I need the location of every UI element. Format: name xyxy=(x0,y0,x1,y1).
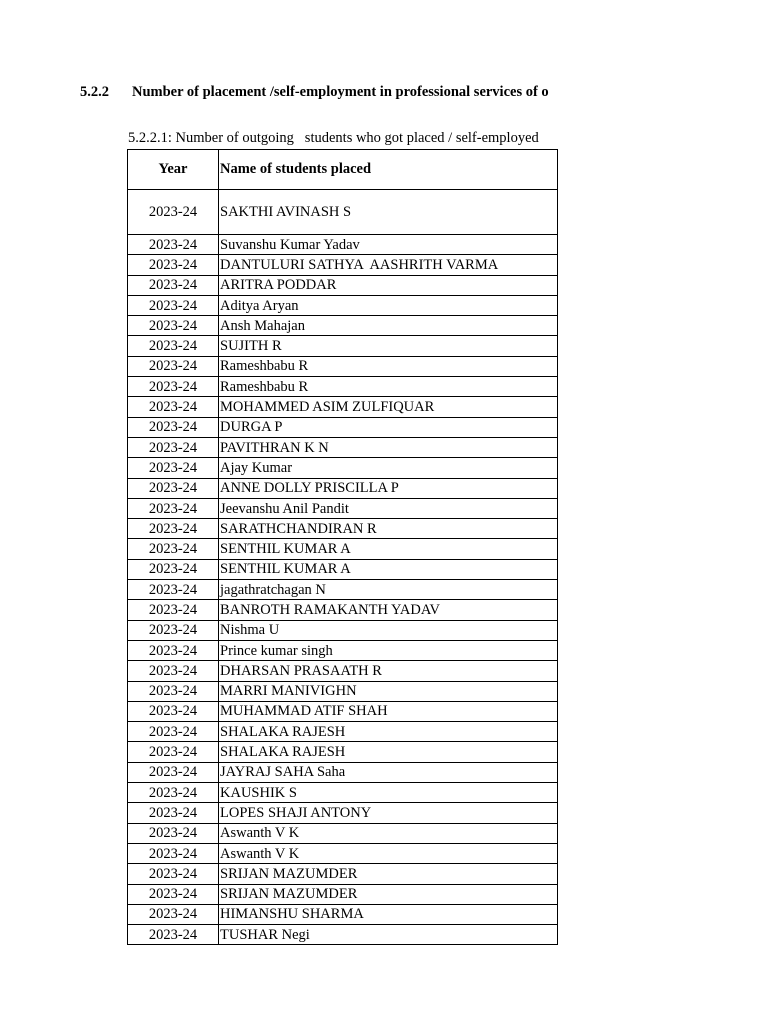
table-row xyxy=(128,478,558,498)
cell-year: 2023-24 xyxy=(128,539,219,559)
table-body xyxy=(128,190,558,945)
cell-year: 2023-24 xyxy=(128,925,219,945)
placements-table xyxy=(127,149,558,945)
table-row xyxy=(128,316,558,336)
section-title: Number of placement /self-employment in professional services of o xyxy=(132,84,549,100)
cell-student-name: jagathratchagan N xyxy=(219,580,558,600)
cell-student-name: LOPES SHAJI ANTONY xyxy=(219,803,558,823)
cell-student-name: DANTULURI SATHYA AASHRITH VARMA xyxy=(219,255,558,275)
cell-year: 2023-24 xyxy=(128,295,219,315)
table-row xyxy=(128,190,558,235)
cell-student-name: MUHAMMAD ATIF SHAH xyxy=(219,701,558,721)
cell-student-name: TUSHAR Negi xyxy=(219,925,558,945)
cell-student-name: ANNE DOLLY PRISCILLA P xyxy=(219,478,558,498)
section-heading xyxy=(80,84,558,104)
table-row xyxy=(128,783,558,803)
cell-year: 2023-24 xyxy=(128,255,219,275)
cell-student-name: JAYRAJ SAHA Saha xyxy=(219,762,558,782)
cell-student-name: Rameshbabu R xyxy=(219,356,558,376)
cell-student-name: Aswanth V K xyxy=(219,823,558,843)
cell-year: 2023-24 xyxy=(128,397,219,417)
cell-year: 2023-24 xyxy=(128,377,219,397)
table-row xyxy=(128,864,558,884)
table-row xyxy=(128,397,558,417)
cell-student-name: BANROTH RAMAKANTH YADAV xyxy=(219,600,558,620)
table-row xyxy=(128,661,558,681)
table-row xyxy=(128,377,558,397)
table-row xyxy=(128,803,558,823)
cell-year: 2023-24 xyxy=(128,742,219,762)
cell-student-name: SUJITH R xyxy=(219,336,558,356)
table-row xyxy=(128,235,558,255)
table-row xyxy=(128,519,558,539)
column-header-name: Name of students placed xyxy=(219,150,558,190)
cell-year: 2023-24 xyxy=(128,823,219,843)
cell-student-name: Rameshbabu R xyxy=(219,377,558,397)
cell-student-name: SARATHCHANDIRAN R xyxy=(219,519,558,539)
cell-student-name: Jeevanshu Anil Pandit xyxy=(219,498,558,518)
table-row xyxy=(128,539,558,559)
cell-year: 2023-24 xyxy=(128,640,219,660)
cell-student-name: PAVITHRAN K N xyxy=(219,437,558,457)
cell-year: 2023-24 xyxy=(128,336,219,356)
table-row xyxy=(128,843,558,863)
table-row xyxy=(128,884,558,904)
cell-year: 2023-24 xyxy=(128,498,219,518)
cell-year: 2023-24 xyxy=(128,458,219,478)
cell-year: 2023-24 xyxy=(128,519,219,539)
cell-year: 2023-24 xyxy=(128,600,219,620)
cell-student-name: Prince kumar singh xyxy=(219,640,558,660)
table-row xyxy=(128,722,558,742)
cell-year: 2023-24 xyxy=(128,417,219,437)
cell-student-name: SENTHIL KUMAR A xyxy=(219,539,558,559)
table-row xyxy=(128,823,558,843)
table-row xyxy=(128,620,558,640)
cell-year: 2023-24 xyxy=(128,722,219,742)
table-row xyxy=(128,559,558,579)
cell-year: 2023-24 xyxy=(128,701,219,721)
cell-year: 2023-24 xyxy=(128,843,219,863)
cell-year: 2023-24 xyxy=(128,783,219,803)
table-row xyxy=(128,458,558,478)
cell-year: 2023-24 xyxy=(128,904,219,924)
cell-year: 2023-24 xyxy=(128,661,219,681)
table-row xyxy=(128,600,558,620)
cell-student-name: SAKTHI AVINASH S xyxy=(219,190,558,235)
cell-student-name: ARITRA PODDAR xyxy=(219,275,558,295)
table-row xyxy=(128,681,558,701)
table-caption: 5.2.2.1: Number of outgoing students who got placed / self-employed xyxy=(128,130,539,146)
cell-year: 2023-24 xyxy=(128,356,219,376)
table-row xyxy=(128,336,558,356)
cell-year: 2023-24 xyxy=(128,478,219,498)
cell-student-name: Suvanshu Kumar Yadav xyxy=(219,235,558,255)
table-row xyxy=(128,925,558,945)
cell-student-name: HIMANSHU SHARMA xyxy=(219,904,558,924)
cell-student-name: Nishma U xyxy=(219,620,558,640)
cell-year: 2023-24 xyxy=(128,437,219,457)
table-row xyxy=(128,498,558,518)
cell-year: 2023-24 xyxy=(128,864,219,884)
table-row xyxy=(128,255,558,275)
cell-student-name: DHARSAN PRASAATH R xyxy=(219,661,558,681)
table-row xyxy=(128,437,558,457)
cell-year: 2023-24 xyxy=(128,681,219,701)
table-row xyxy=(128,417,558,437)
cell-year: 2023-24 xyxy=(128,275,219,295)
cell-year: 2023-24 xyxy=(128,803,219,823)
table-row xyxy=(128,275,558,295)
table-row xyxy=(128,640,558,660)
cell-student-name: SRIJAN MAZUMDER xyxy=(219,864,558,884)
table-row xyxy=(128,701,558,721)
table-row xyxy=(128,295,558,315)
table-row xyxy=(128,356,558,376)
table-header-row xyxy=(128,150,558,190)
cell-student-name: SHALAKA RAJESH xyxy=(219,722,558,742)
cell-student-name: MOHAMMED ASIM ZULFIQUAR xyxy=(219,397,558,417)
section-number: 5.2.2 xyxy=(80,84,109,100)
table-row xyxy=(128,742,558,762)
table-row xyxy=(128,580,558,600)
table-row xyxy=(128,904,558,924)
cell-student-name: Ansh Mahajan xyxy=(219,316,558,336)
cell-year: 2023-24 xyxy=(128,559,219,579)
cell-student-name: MARRI MANIVIGHN xyxy=(219,681,558,701)
cell-year: 2023-24 xyxy=(128,620,219,640)
cell-student-name: SRIJAN MAZUMDER xyxy=(219,884,558,904)
cell-year: 2023-24 xyxy=(128,235,219,255)
cell-student-name: DURGA P xyxy=(219,417,558,437)
cell-year: 2023-24 xyxy=(128,762,219,782)
cell-student-name: Aswanth V K xyxy=(219,843,558,863)
cell-year: 2023-24 xyxy=(128,190,219,235)
cell-student-name: KAUSHIK S xyxy=(219,783,558,803)
cell-student-name: SENTHIL KUMAR A xyxy=(219,559,558,579)
cell-year: 2023-24 xyxy=(128,580,219,600)
cell-year: 2023-24 xyxy=(128,316,219,336)
table-row xyxy=(128,762,558,782)
cell-year: 2023-24 xyxy=(128,884,219,904)
cell-student-name: Aditya Aryan xyxy=(219,295,558,315)
cell-student-name: Ajay Kumar xyxy=(219,458,558,478)
column-header-year: Year xyxy=(128,150,219,190)
cell-student-name: SHALAKA RAJESH xyxy=(219,742,558,762)
